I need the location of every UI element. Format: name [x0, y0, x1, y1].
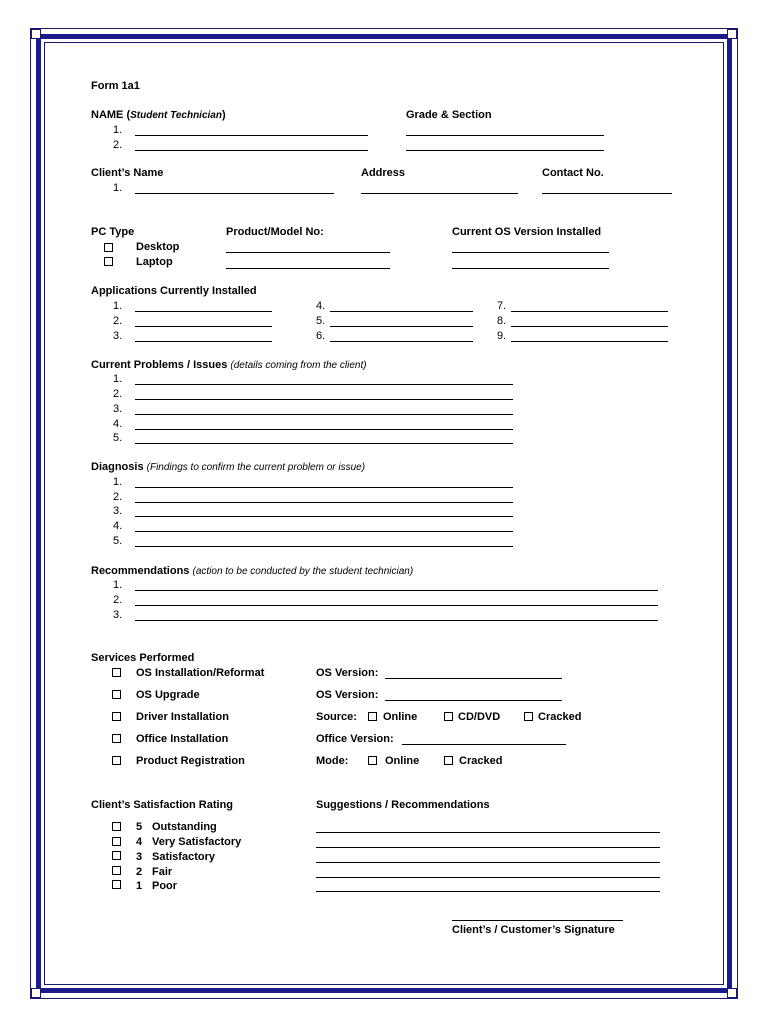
student-row-number: 2.: [113, 139, 123, 151]
product-registration-checkbox[interactable]: [112, 756, 121, 765]
app-field-9[interactable]: [511, 341, 668, 342]
app-number: 1.: [113, 300, 123, 312]
rating-5-text: Outstanding: [152, 821, 217, 833]
rating-4-text: Very Satisfactory: [152, 836, 242, 848]
client-row-number: 1.: [113, 182, 123, 194]
source-online-checkbox[interactable]: [368, 712, 377, 721]
mode-label: Mode:: [316, 755, 349, 767]
os-installation-label: OS Installation/Reformat: [136, 667, 265, 679]
client-signature-label: Client’s / Customer’s Signature: [452, 924, 615, 936]
source-cracked-label: Cracked: [538, 711, 582, 723]
os-version-label-2: OS Version:: [316, 689, 379, 701]
problems-heading: Current Problems / Issues (details coming from the client): [91, 359, 367, 371]
mode-online-label: Online: [385, 755, 420, 767]
rating-3-score: 3: [136, 851, 143, 863]
app-field-3[interactable]: [135, 341, 272, 342]
os-version-field-1[interactable]: [452, 252, 609, 253]
applications-label: Applications Currently Installed: [91, 285, 257, 297]
problem-field-2[interactable]: [135, 399, 513, 400]
product-registration-label: Product Registration: [136, 755, 245, 767]
border-corner-bottom-left: [31, 988, 41, 998]
problem-number: 2.: [113, 388, 123, 400]
recommendation-number: 3.: [113, 609, 123, 621]
recommendation-number: 1.: [113, 579, 123, 591]
recommendations-heading: Recommendations (action to be conducted by the student technician): [91, 565, 414, 577]
problem-field-4[interactable]: [135, 429, 513, 430]
driver-installation-label: Driver Installation: [136, 711, 229, 723]
app-field-7[interactable]: [511, 311, 668, 312]
problem-number: 1.: [113, 373, 123, 385]
recommendation-field-2[interactable]: [135, 605, 658, 606]
student-name-label: NAME (Student Technician): [91, 109, 226, 121]
suggestion-field-1[interactable]: [316, 832, 660, 833]
problem-field-5[interactable]: [135, 443, 513, 444]
diagnosis-number: 4.: [113, 520, 123, 532]
recommendation-field-3[interactable]: [135, 620, 658, 621]
client-name-field[interactable]: [135, 193, 334, 194]
rating-2-checkbox[interactable]: [112, 866, 121, 875]
diagnosis-number: 3.: [113, 505, 123, 517]
laptop-option-label: Laptop: [136, 256, 173, 268]
problem-field-3[interactable]: [135, 414, 513, 415]
product-model-field-1[interactable]: [226, 252, 390, 253]
mode-cracked-label: Cracked: [459, 755, 503, 767]
mode-cracked-checkbox[interactable]: [444, 756, 453, 765]
os-version-field-install[interactable]: [385, 678, 562, 679]
form-code: Form 1a1: [91, 80, 140, 92]
app-number: 8.: [497, 315, 507, 327]
app-field-5[interactable]: [330, 326, 473, 327]
grade-section-field-2[interactable]: [406, 150, 604, 151]
recommendation-number: 2.: [113, 594, 123, 606]
app-number: 5.: [316, 315, 326, 327]
app-number: 6.: [316, 330, 326, 342]
office-installation-checkbox[interactable]: [112, 734, 121, 743]
os-upgrade-label: OS Upgrade: [136, 689, 200, 701]
app-field-2[interactable]: [135, 326, 272, 327]
office-version-field[interactable]: [402, 744, 566, 745]
office-version-label: Office Version:: [316, 733, 394, 745]
diagnosis-number: 5.: [113, 535, 123, 547]
pc-type-label: PC Type: [91, 226, 135, 238]
rating-1-score: 1: [136, 880, 143, 892]
services-performed-label: Services Performed: [91, 652, 195, 664]
contact-no-field[interactable]: [542, 193, 672, 194]
mode-online-checkbox[interactable]: [368, 756, 377, 765]
page-border-inner: [44, 42, 724, 985]
os-installation-checkbox[interactable]: [112, 668, 121, 677]
suggestion-field-5[interactable]: [316, 891, 660, 892]
app-field-6[interactable]: [330, 341, 473, 342]
contact-no-label: Contact No.: [542, 167, 604, 179]
rating-3-text: Satisfactory: [152, 851, 215, 863]
os-version-field-2[interactable]: [452, 268, 609, 269]
recommendation-field-1[interactable]: [135, 590, 658, 591]
app-number: 4.: [316, 300, 326, 312]
diagnosis-field-2[interactable]: [135, 502, 513, 503]
app-number: 3.: [113, 330, 123, 342]
os-upgrade-checkbox[interactable]: [112, 690, 121, 699]
rating-5-checkbox[interactable]: [112, 822, 121, 831]
diagnosis-heading: Diagnosis (Findings to confirm the current problem or issue): [91, 461, 366, 473]
border-corner-bottom-right: [727, 988, 737, 998]
rating-3-checkbox[interactable]: [112, 851, 121, 860]
satisfaction-rating-label: Client’s Satisfaction Rating: [91, 799, 234, 811]
app-field-4[interactable]: [330, 311, 473, 312]
app-number: 9.: [497, 330, 507, 342]
product-model-label: Product/Model No:: [226, 226, 324, 238]
rating-4-score: 4: [136, 836, 143, 848]
source-label: Source:: [316, 711, 357, 723]
os-version-field-upgrade[interactable]: [385, 700, 562, 701]
app-field-8[interactable]: [511, 326, 668, 327]
client-signature-line[interactable]: [452, 920, 623, 921]
desktop-checkbox[interactable]: [104, 243, 113, 252]
diagnosis-field-5[interactable]: [135, 546, 513, 547]
laptop-checkbox[interactable]: [104, 257, 113, 266]
problem-number: 5.: [113, 432, 123, 444]
problem-field-1[interactable]: [135, 384, 513, 385]
client-name-label: Client’s Name: [91, 167, 164, 179]
office-installation-label: Office Installation: [136, 733, 229, 745]
diagnosis-number: 2.: [113, 491, 123, 503]
student-name-field-2[interactable]: [135, 150, 368, 151]
rating-2-score: 2: [136, 866, 143, 878]
diagnosis-field-1[interactable]: [135, 487, 513, 488]
app-field-1[interactable]: [135, 311, 272, 312]
address-label: Address: [361, 167, 406, 179]
problem-number: 4.: [113, 418, 123, 430]
app-number: 2.: [113, 315, 123, 327]
rating-5-score: 5: [136, 821, 143, 833]
suggestions-label: Suggestions / Recommendations: [316, 799, 490, 811]
os-version-label-1: OS Version:: [316, 667, 379, 679]
border-corner-top-left: [31, 29, 41, 39]
rating-1-text: Poor: [152, 880, 178, 892]
address-field[interactable]: [361, 193, 518, 194]
rating-1-checkbox[interactable]: [112, 880, 121, 889]
driver-installation-checkbox[interactable]: [112, 712, 121, 721]
source-cddvd-checkbox[interactable]: [444, 712, 453, 721]
grade-section-label: Grade & Section: [406, 109, 492, 121]
rating-4-checkbox[interactable]: [112, 837, 121, 846]
diagnosis-number: 1.: [113, 476, 123, 488]
student-name-field-1[interactable]: [135, 135, 368, 136]
student-row-number: 1.: [113, 124, 123, 136]
grade-section-field-1[interactable]: [406, 135, 604, 136]
desktop-option-label: Desktop: [136, 241, 180, 253]
source-online-label: Online: [383, 711, 418, 723]
suggestion-field-3[interactable]: [316, 862, 660, 863]
suggestion-field-4[interactable]: [316, 877, 660, 878]
rating-2-text: Fair: [152, 866, 173, 878]
os-version-installed-label: Current OS Version Installed: [452, 226, 602, 238]
problem-number: 3.: [113, 403, 123, 415]
app-number: 7.: [497, 300, 507, 312]
diagnosis-field-3[interactable]: [135, 516, 513, 517]
diagnosis-field-4[interactable]: [135, 531, 513, 532]
border-corner-top-right: [727, 29, 737, 39]
suggestion-field-2[interactable]: [316, 847, 660, 848]
product-model-field-2[interactable]: [226, 268, 390, 269]
source-cddvd-label: CD/DVD: [458, 711, 501, 723]
source-cracked-checkbox[interactable]: [524, 712, 533, 721]
